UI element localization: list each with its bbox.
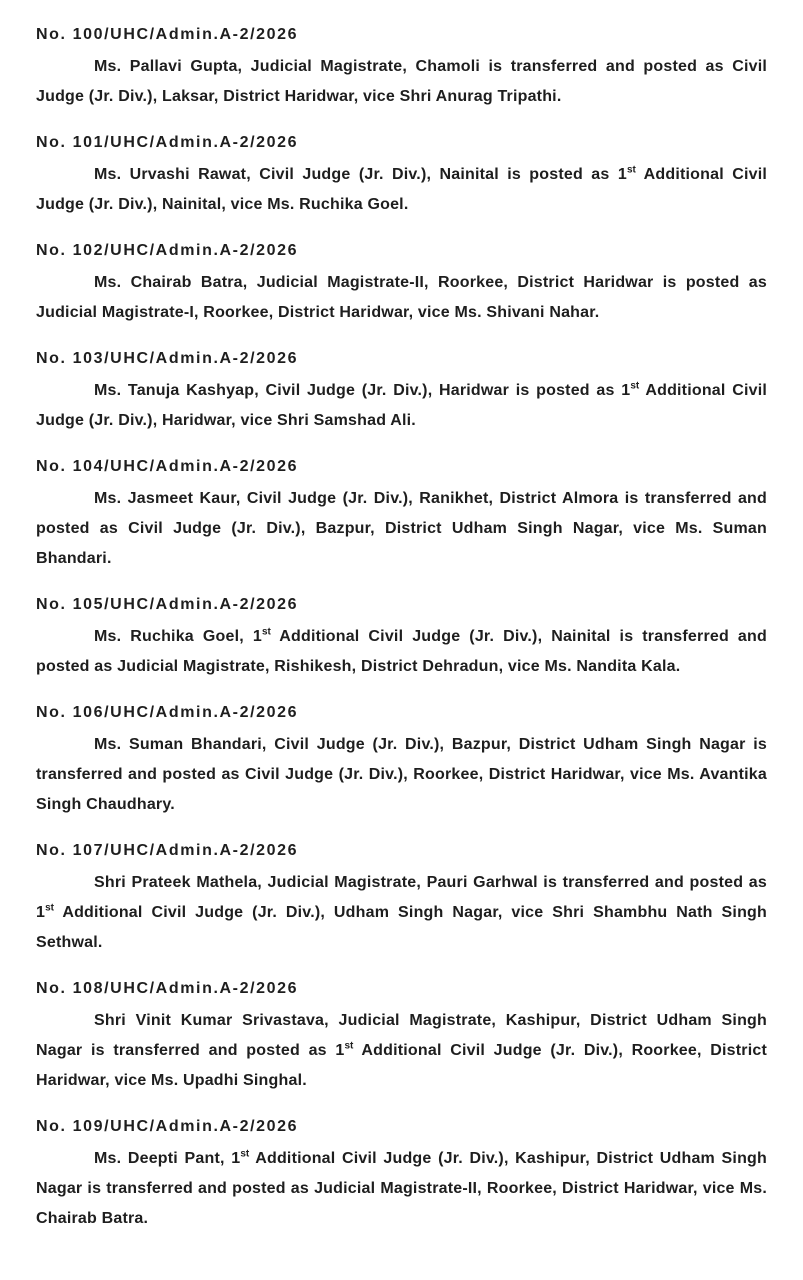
order-text: Ms. Ruchika Goel, 1st Additional Civil Judge (Jr. Div.), Nainital is transferred and posted as Judicial Magistrate, Rishikesh, District Dehradun, vice Ms. Nandita Kala. — [36, 626, 767, 675]
order-text: Ms. Pallavi Gupta, Judicial Magistrate, Chamoli is transferred and posted as Civil Judge (Jr. Div.), Laksar, District Haridwar, vice Shri Anurag Tripathi. — [36, 58, 767, 105]
order-text: Ms. Urvashi Rawat, Civil Judge (Jr. Div.), Nainital is posted as 1st Additional Civil Judge (Jr. Div.), Nainital, vice Ms. Ruchika Goel. — [36, 164, 767, 213]
order-text: Shri Prateek Mathela, Judicial Magistrate, Pauri Garhwal is transferred and posted as 1st Additional Civil Judge (Jr. Div.), Udham Singh Nagar, vice Shri Shambhu Nath Singh Sethwal. — [36, 874, 767, 951]
order-entry-102 — [36, 236, 767, 328]
order-entry-100 — [36, 20, 767, 112]
order-number: No. 102/UHC/Admin.A-2/2026 — [36, 242, 299, 259]
order-text: Ms. Chairab Batra, Judicial Magistrate-II, Roorkee, District Haridwar is posted as Judicial Magistrate-I, Roorkee, District Haridwar, vice Ms. Shivani Nahar. — [36, 274, 767, 321]
order-text: Ms. Jasmeet Kaur, Civil Judge (Jr. Div.), Ranikhet, District Almora is transferred and posted as Civil Judge (Jr. Div.), Bazpur, District Udham Singh Nagar, vice Ms. Suman Bhandari. — [36, 490, 767, 567]
order-number: No. 101/UHC/Admin.A-2/2026 — [36, 134, 299, 151]
order-entry-108 — [36, 974, 767, 1096]
order-text: Shri Vinit Kumar Srivastava, Judicial Magistrate, Kashipur, District Udham Singh Nagar is transferred and posted as 1st Additional Civil Judge (Jr. Div.), Roorkee, District Haridwar, vice Ms. Upadhi Singhal. — [36, 1012, 767, 1089]
order-list — [36, 20, 767, 1234]
order-number: No. 106/UHC/Admin.A-2/2026 — [36, 704, 299, 721]
order-number: No. 104/UHC/Admin.A-2/2026 — [36, 458, 299, 475]
order-number: No. 105/UHC/Admin.A-2/2026 — [36, 596, 299, 613]
order-number: No. 108/UHC/Admin.A-2/2026 — [36, 980, 299, 997]
order-entry-101 — [36, 128, 767, 220]
order-text: Ms. Tanuja Kashyap, Civil Judge (Jr. Div.), Haridwar is posted as 1st Additional Civil Judge (Jr. Div.), Haridwar, vice Shri Samshad Ali. — [36, 380, 767, 429]
order-number: No. 100/UHC/Admin.A-2/2026 — [36, 26, 299, 43]
order-number: No. 103/UHC/Admin.A-2/2026 — [36, 350, 299, 367]
order-entry-105 — [36, 590, 767, 682]
order-entry-106 — [36, 698, 767, 820]
order-entry-103 — [36, 344, 767, 436]
order-number: No. 107/UHC/Admin.A-2/2026 — [36, 842, 299, 859]
order-entry-104 — [36, 452, 767, 574]
order-entry-107 — [36, 836, 767, 958]
order-number: No. 109/UHC/Admin.A-2/2026 — [36, 1118, 299, 1135]
order-text: Ms. Deepti Pant, 1st Additional Civil Judge (Jr. Div.), Kashipur, District Udham Singh Nagar is transferred and posted as Judicial Magistrate-II, Roorkee, District Haridwar, vice Ms. Chairab Batra. — [36, 1148, 767, 1227]
order-entry-109 — [36, 1112, 767, 1234]
order-text: Ms. Suman Bhandari, Civil Judge (Jr. Div.), Bazpur, District Udham Singh Nagar is transferred and posted as Civil Judge (Jr. Div.), Roorkee, District Haridwar, vice Ms. Avantika Singh Chaudhary. — [36, 736, 767, 813]
